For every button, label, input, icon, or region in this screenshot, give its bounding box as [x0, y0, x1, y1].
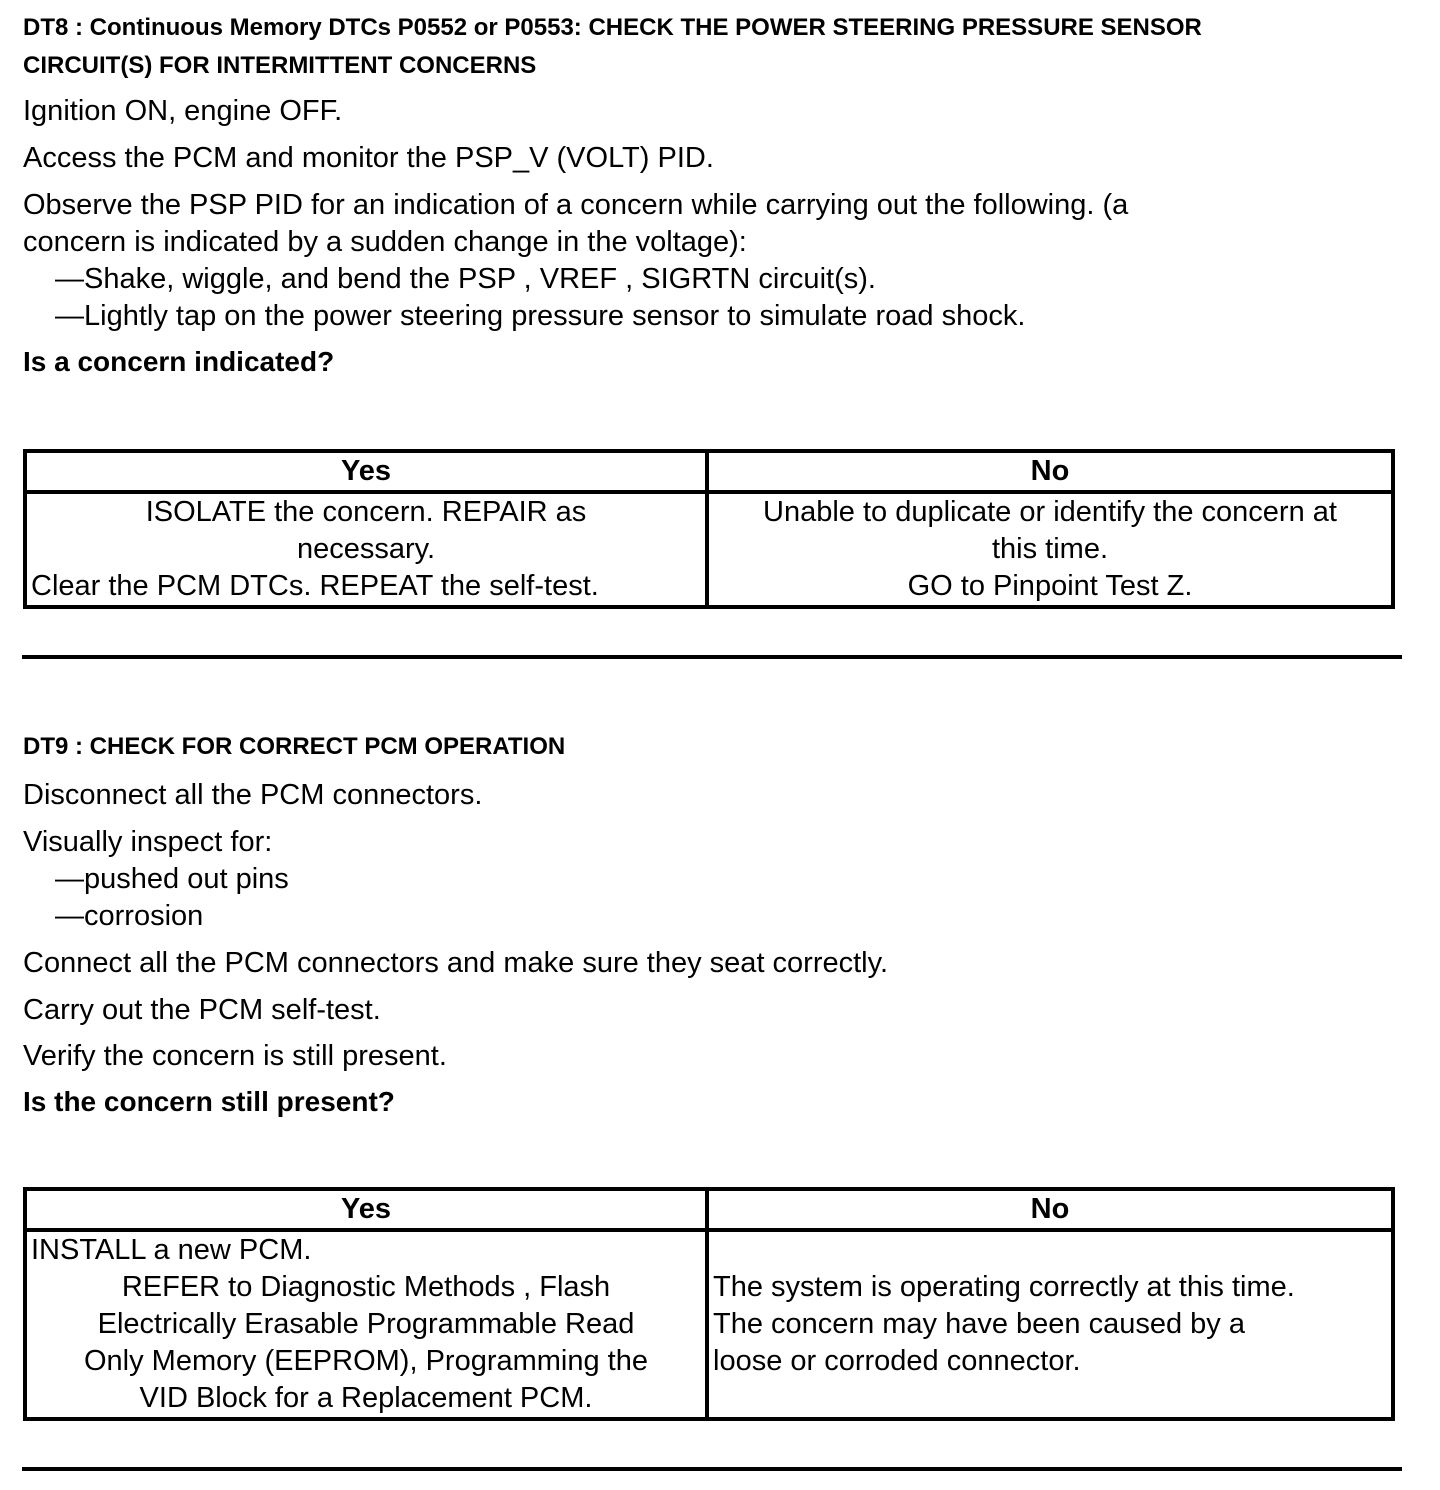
dt9-divider	[22, 1467, 1402, 1471]
dt8-bullet-shake: —Shake, wiggle, and bend the PSP , VREF , SIGRTN circuit(s).	[55, 263, 876, 295]
dt9-no-line2: The concern may have been caused by a	[713, 1308, 1245, 1340]
dt8-no-header: No	[707, 451, 1393, 492]
dt9-step-inspect: Visually inspect for:	[23, 826, 273, 858]
dt9-bullet-pins: —pushed out pins	[55, 863, 289, 895]
dt8-yes-header: Yes	[25, 451, 707, 492]
dt8-bullet-tap: —Lightly tap on the power steering pressure sensor to simulate road shock.	[55, 300, 1026, 332]
dt8-step-observe	[23, 187, 1403, 261]
dt8-title-line2: CIRCUIT(S) FOR INTERMITTENT CONCERNS	[23, 52, 537, 79]
dt8-no-line1: Unable to duplicate or identify the concern at	[763, 496, 1337, 528]
dt9-step-connect: Connect all the PCM connectors and make sure they seat correctly.	[23, 947, 889, 979]
dt9-step-verify: Verify the concern is still present.	[23, 1040, 447, 1072]
dt9-bullet-corrosion: —corrosion	[55, 900, 204, 932]
dt9-yes-line5: VID Block for a Replacement PCM.	[139, 1382, 593, 1414]
dt9-yes-line3: Electrically Erasable Programmable Read	[97, 1308, 635, 1340]
dt9-table-body-row	[25, 1230, 1393, 1419]
dt8-no-line2: this time.	[991, 533, 1109, 565]
dt9-yes-line2: REFER to Diagnostic Methods , Flash	[121, 1271, 611, 1303]
dt8-divider	[22, 655, 1402, 659]
dt8-step-access-pcm: Access the PCM and monitor the PSP_V (VOLT) PID.	[23, 142, 714, 174]
dt9-result-table	[23, 1187, 1395, 1421]
dt9-yes-line1: INSTALL a new PCM.	[31, 1234, 312, 1266]
dt9-table-header-row	[25, 1189, 1393, 1230]
dt9-no-cell	[707, 1230, 1393, 1419]
dt8-yes-cell	[25, 492, 707, 607]
dt8-title	[23, 0, 1403, 85]
dt8-yes-line2: necessary.	[296, 533, 436, 565]
dt8-section	[23, 0, 1403, 381]
dt9-yes-cell	[25, 1230, 707, 1419]
dt8-question: Is a concern indicated?	[23, 346, 335, 377]
dt8-table-body-row	[25, 492, 1393, 607]
dt9-question: Is the concern still present?	[23, 1086, 395, 1117]
dt9-no-line1: The system is operating correctly at this time.	[713, 1271, 1295, 1303]
dt8-no-line3: GO to Pinpoint Test Z.	[907, 570, 1193, 602]
dt8-result-table	[23, 449, 1395, 609]
dt8-step-ignition: Ignition ON, engine OFF.	[23, 95, 343, 127]
dt9-section	[23, 723, 1403, 1121]
dt8-observe-line1: Observe the PSP PID for an indication of a concern while carrying out the following. (a	[23, 189, 1129, 221]
dt9-step-self-test: Carry out the PCM self-test.	[23, 994, 381, 1026]
dt9-no-header: No	[707, 1189, 1393, 1230]
dt9-title: DT9 : CHECK FOR CORRECT PCM OPERATION	[23, 733, 566, 760]
dt8-observe-line2: concern is indicated by a sudden change in the voltage):	[23, 226, 747, 258]
dt8-yes-line3: Clear the PCM DTCs. REPEAT the self-test.	[31, 570, 599, 602]
dt9-yes-line4: Only Memory (EEPROM), Programming the	[83, 1345, 648, 1377]
dt8-table-header-row	[25, 451, 1393, 492]
dt8-no-cell	[707, 492, 1393, 607]
dt8-yes-line1: ISOLATE the concern. REPAIR as	[145, 496, 587, 528]
dt9-no-line3: loose or corroded connector.	[713, 1345, 1081, 1377]
dt9-yes-header: Yes	[25, 1189, 707, 1230]
dt8-title-line1: DT8 : Continuous Memory DTCs P0552 or P0553: CHECK THE POWER STEERING PRESSURE SENSOR	[23, 14, 1202, 41]
dt9-step-disconnect: Disconnect all the PCM connectors.	[23, 779, 483, 811]
